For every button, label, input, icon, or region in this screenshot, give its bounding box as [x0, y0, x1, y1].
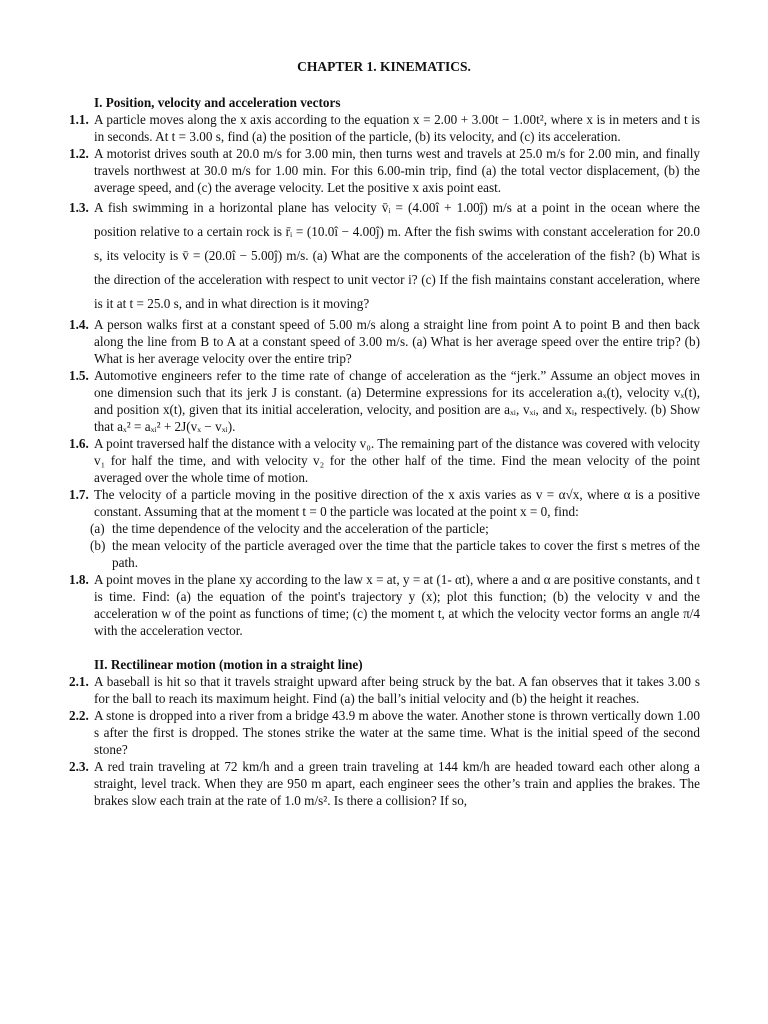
problem-1-8 — [69, 571, 700, 639]
problem-1-1 — [69, 111, 700, 145]
subitem-text: the mean velocity of the particle averaged over the time that the particle takes to cover the first s metres of the path. — [112, 538, 700, 570]
problem-text: A baseball is hit so that it travels straight upward after being struck by the bat. A fan observes that it takes 3.00 s for the ball to reach its maximum height. Find (a) the ball’s initial velocity and (b) the height it reaches. — [94, 674, 700, 706]
subitem-1-7-b — [90, 537, 700, 571]
problem-1-3 — [69, 196, 700, 316]
problem-2-3 — [69, 758, 700, 809]
subitem-label: (a) — [90, 521, 105, 536]
document-content — [69, 94, 700, 809]
problem-text: A point traversed half the distance with a velocity v₀. The remaining part of the distance was covered with velocity v₁ for half the time, and with velocity v₂ for the other half of the time. Find the mean velocity of the point averaged over the whole time of motion. — [94, 436, 700, 485]
section-heading-1: I. Position, velocity and acceleration vectors — [94, 95, 341, 110]
problem-text: Automotive engineers refer to the time rate of change of acceleration as the “jerk.” Assume an object moves in one dimension such that its jerk J is constant. (a) Determine expressions for its acceleration aₓ(t), velocity vₓ(t), and position x(t), given that its initial acceleration, velocity, and position are aₓᵢ, vₓᵢ, and xᵢ, respectively. (b) Show that aₓ² = aₓᵢ² + 2J(vₓ − vₓᵢ). — [94, 368, 700, 434]
problem-text: A fish swimming in a horizontal plane has velocity v̄ᵢ = (4.00î + 1.00ĵ) m/s at a point in the ocean where the position relative to a certain rock is r̄ᵢ = (10.0î − 4.00ĵ) m. After the fish swims with constant acceleration for 20.0 s, its velocity is v̄ = (20.0î − 5.00ĵ) m/s. (a) What are the components of the acceleration of the fish? (b) What is the direction of the acceleration with respect to unit vector i? (c) If the fish maintains constant acceleration, where is it at t = 25.0 s, and in what direction is it moving? — [94, 200, 700, 311]
problem-text: A particle moves along the x axis according to the equation x = 2.00 + 3.00t − 1.00t², where x is in meters and t is in seconds. At t = 3.00 s, find (a) the position of the particle, (b) its velocity, and (c) its acceleration. — [94, 112, 700, 144]
problem-2-1 — [69, 673, 700, 707]
subitem-text: the time dependence of the velocity and the acceleration of the particle; — [112, 521, 489, 536]
subitem-1-7-a — [90, 520, 700, 537]
problem-text: A motorist drives south at 20.0 m/s for 3.00 min, then turns west and travels at 25.0 m/s for 2.00 min, and finally travels northwest at 30.0 m/s for 1.00 min. For this 6.00-min trip, find (a) the total vector displacement, (b) the average speed, and (c) the average velocity. Let the positive x axis point east. — [94, 146, 700, 195]
problem-text: The velocity of a particle moving in the positive direction of the x axis varies as v = α√x, where α is a positive constant. Assuming that at the moment t = 0 the particle was located at the point x = 0, find: — [94, 487, 700, 519]
problem-text: A stone is dropped into a river from a bridge 43.9 m above the water. Another stone is thrown vertically down 1.00 s after the first is dropped. The stones strike the water at the same time. What is the initial speed of the second stone? — [94, 708, 700, 757]
problem-1-5 — [69, 367, 700, 435]
problem-1-6 — [69, 435, 700, 486]
section-heading-2: II. Rectilinear motion (motion in a straight line) — [94, 657, 363, 672]
problem-number: 1.1. — [69, 112, 89, 127]
problem-number: 2.1. — [69, 674, 89, 689]
problem-number: 1.4. — [69, 317, 89, 332]
problem-number: 2.2. — [69, 708, 89, 723]
section-spacer — [94, 639, 700, 656]
chapter-title: CHAPTER 1. KINEMATICS. — [297, 59, 471, 74]
subitem-label: (b) — [90, 538, 106, 553]
problem-number: 1.8. — [69, 572, 89, 587]
problem-number: 1.2. — [69, 146, 89, 161]
problem-1-7 — [69, 486, 700, 520]
problem-text: A point moves in the plane xy according to the law x = at, y = at (1- αt), where a and α are positive constants, and t is time. Find: (a) the equation of the point's trajectory y (x); plot this function; (b) the velocity v and the acceleration w of the point as functions of time; (c) the moment t, at which the velocity vector forms an angle π/4 with the acceleration vector. — [94, 572, 700, 638]
problem-2-2 — [69, 707, 700, 758]
problem-text: A person walks first at a constant speed of 5.00 m/s along a straight line from point A to point B and then back along the line from B to A at a constant speed of 3.00 m/s. (a) What is her average speed over the entire trip? (b) What is her average velocity over the entire trip? — [94, 317, 700, 366]
problem-1-2 — [69, 145, 700, 196]
problem-text: A red train traveling at 72 km/h and a green train traveling at 144 km/h are headed toward each other along a straight, level track. When they are 950 m apart, each engineer sees the other’s train and applies the brakes. The brakes slow each train at the rate of 1.0 m/s². Is there a collision? If so, — [94, 759, 700, 808]
problem-number: 1.3. — [69, 200, 89, 215]
problem-number: 2.3. — [69, 759, 89, 774]
problem-number: 1.5. — [69, 368, 89, 383]
problem-1-4 — [69, 316, 700, 367]
problem-number: 1.6. — [69, 436, 89, 451]
problem-number: 1.7. — [69, 487, 89, 502]
